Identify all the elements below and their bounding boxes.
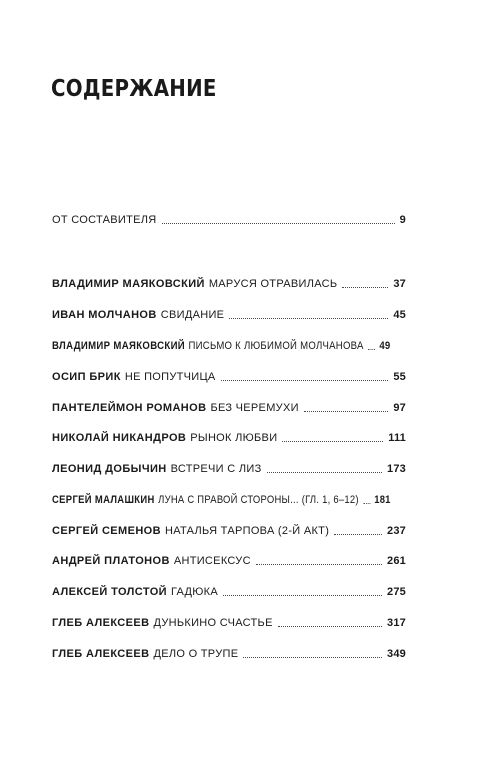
toc-page-number: 49 [379, 340, 391, 352]
dot-leader [304, 411, 389, 412]
toc-author: ПАНТЕЛЕЙМОН РОМАНОВ [52, 402, 207, 414]
toc-page-number: 173 [387, 463, 406, 475]
toc-entry [52, 492, 406, 506]
toc-work-title: НЕ ПОПУТЧИЦА [124, 371, 216, 383]
toc-page-number: 55 [393, 371, 406, 383]
dot-leader [278, 626, 382, 627]
toc-author: ИВАН МОЛЧАНОВ [52, 309, 157, 321]
toc-author: ВЛАДИМИР МАЯКОВСКИЙ [52, 340, 186, 352]
toc-work-title: ГАДЮКА [170, 586, 218, 598]
toc-page-number: 275 [387, 586, 406, 598]
toc-author: СЕРГЕЙ МАЛАШКИН [52, 494, 155, 506]
toc-work-title: ВСТРЕЧИ С ЛИЗ [170, 463, 262, 475]
toc-author: ГЛЕБ АЛЕКСЕЕВ [52, 648, 150, 660]
toc-work-title: БЕЗ ЧЕРЕМУХИ [210, 402, 299, 414]
dot-leader [363, 503, 370, 504]
toc-page-number: 45 [393, 309, 406, 321]
toc-work-title: ОТ СОСТАВИТЕЛЯ [52, 214, 157, 226]
toc-work-title: РЫНОК ЛЮБВИ [190, 432, 278, 444]
toc-entry [52, 553, 406, 567]
dot-leader [162, 223, 395, 224]
toc-page-number: 349 [387, 648, 406, 660]
dot-leader [368, 349, 375, 350]
toc-author: ВЛАДИМИР МАЯКОВСКИЙ [52, 278, 205, 290]
toc-work-title: НАТАЛЬЯ ТАРПОВА (2-Й АКТ) [164, 525, 330, 537]
dot-leader [342, 287, 388, 288]
dot-leader [229, 318, 388, 319]
toc-author: АНДРЕЙ ПЛАТОНОВ [52, 555, 170, 567]
toc-author: ГЛЕБ АЛЕКСЕЕВ [52, 617, 150, 629]
toc-work-title: СВИДАНИЕ [160, 309, 225, 321]
dot-leader [223, 595, 382, 596]
toc-entry [52, 461, 406, 475]
toc-page-number: 181 [374, 494, 391, 506]
toc-entry [52, 646, 406, 660]
toc-page-number: 9 [399, 214, 406, 226]
dot-leader [282, 441, 383, 442]
toc-page-number: 37 [393, 278, 406, 290]
toc-work-title: АНТИСЕКСУС [173, 555, 251, 567]
dot-leader [243, 657, 382, 658]
dot-leader [256, 564, 382, 565]
toc-entry-intro [52, 212, 406, 226]
toc-entry [52, 369, 406, 383]
toc-work-title: ПИСЬМО К ЛЮБИМОЙ МОЛЧАНОВА [188, 340, 364, 352]
toc-entry [52, 615, 406, 629]
toc-page-number: 111 [388, 432, 406, 444]
toc-entry [52, 430, 406, 444]
toc-work-title: ДЕЛО О ТРУПЕ [153, 648, 239, 660]
toc-entry [52, 276, 406, 290]
toc-author: АЛЕКСЕЙ ТОЛСТОЙ [52, 586, 167, 598]
toc-work-title: ДУНЬКИНО СЧАСТЬЕ [153, 617, 273, 629]
toc-page-number: 237 [387, 525, 406, 537]
toc-author: НИКОЛАЙ НИКАНДРОВ [52, 432, 187, 444]
toc-author: ОСИП БРИК [52, 371, 121, 383]
toc-author: СЕРГЕЙ СЕМЕНОВ [52, 525, 161, 537]
toc-work-title: МАРУСЯ ОТРАВИЛАСЬ [208, 278, 338, 290]
toc-entry [52, 400, 406, 414]
toc-entry [52, 523, 406, 537]
dot-leader [334, 534, 382, 535]
toc-author: ЛЕОНИД ДОБЫЧИН [52, 463, 167, 475]
toc-entry [52, 584, 406, 598]
toc-entry [52, 338, 406, 352]
toc-page-number: 261 [387, 555, 406, 567]
toc-page-number: 317 [387, 617, 406, 629]
dot-leader [221, 380, 389, 381]
toc-entry [52, 307, 406, 321]
page-title: СОДЕРЖАНИЕ [51, 76, 217, 102]
toc-work-title: ЛУНА С ПРАВОЙ СТОРОНЫ... (ГЛ. 1, 6–12) [158, 494, 359, 506]
dot-leader [267, 472, 383, 473]
toc-page-number: 97 [393, 402, 406, 414]
